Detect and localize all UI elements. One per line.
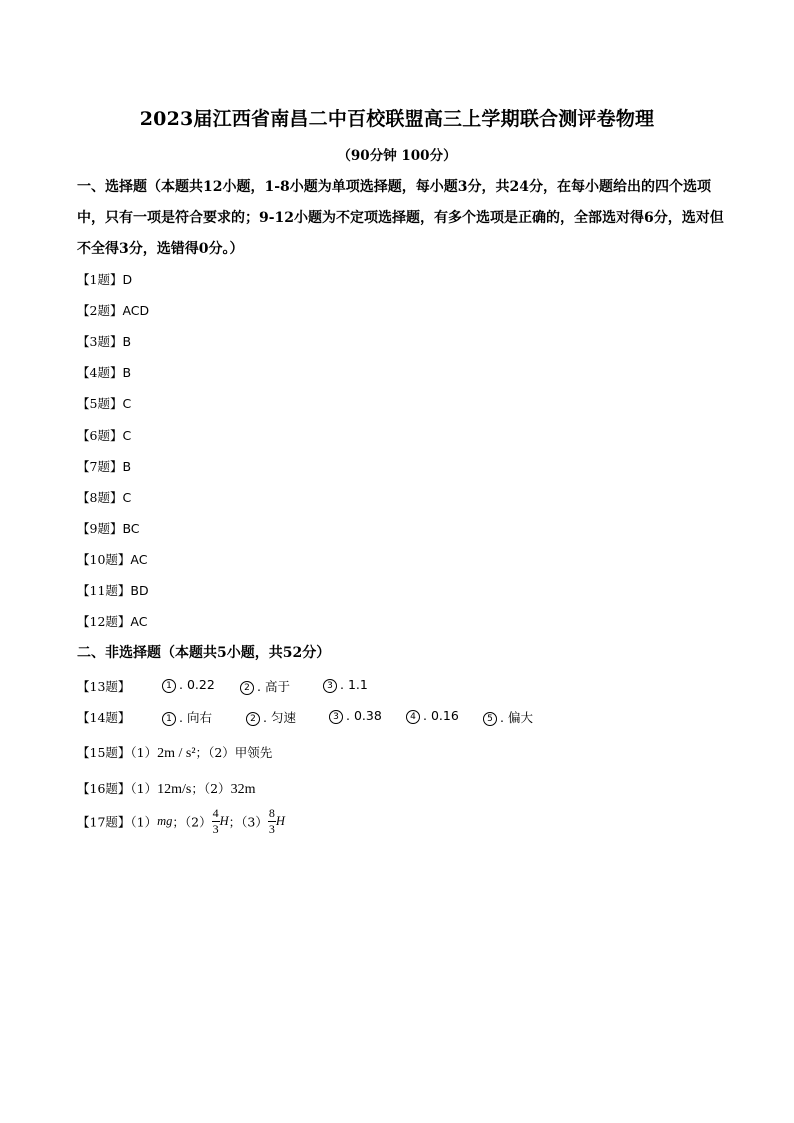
choice-answer-row bbox=[77, 334, 131, 350]
choice-question-label: 【3题】 bbox=[77, 334, 123, 350]
choice-answer-row bbox=[77, 365, 131, 381]
choice-answer-value: C bbox=[122, 427, 132, 443]
circled-number-icon: 5 bbox=[483, 712, 497, 726]
q17-fraction-2-variable: H bbox=[219, 814, 229, 828]
choice-answer-row bbox=[77, 459, 131, 475]
document-subtitle: （90分钟 100分） bbox=[337, 148, 457, 164]
q14-answer-text: . 偏大 bbox=[500, 710, 533, 725]
choice-answer-row bbox=[77, 583, 149, 599]
q14-label: 【14题】 bbox=[77, 710, 131, 725]
choice-answer-value: ACD bbox=[122, 303, 150, 319]
q16-label: 【16题】 bbox=[77, 781, 131, 796]
choice-answer-row bbox=[77, 303, 149, 319]
q16-velocity: 12m/s bbox=[157, 782, 192, 797]
circled-number-icon: 3 bbox=[329, 710, 343, 724]
choice-answer-value: B bbox=[122, 334, 132, 350]
q16-part2-label: （2） bbox=[203, 781, 231, 796]
choice-answer-row bbox=[77, 490, 131, 506]
q14-answer-text: . 0.16 bbox=[423, 708, 459, 723]
choice-question-label: 【4题】 bbox=[77, 365, 123, 381]
choice-answer-value: BD bbox=[130, 583, 149, 598]
choice-answer-value: C bbox=[122, 489, 132, 505]
circled-number-icon: 4 bbox=[406, 710, 420, 724]
q17-fraction-2 bbox=[212, 806, 220, 837]
q13-answer-text: . 1.1 bbox=[340, 677, 368, 692]
circled-number-icon: 2 bbox=[240, 681, 254, 695]
choice-answer-row bbox=[77, 272, 132, 288]
q14-answer-text: . 向右 bbox=[179, 710, 212, 725]
q16-answer-row bbox=[77, 779, 255, 798]
choice-question-label: 【1题】 bbox=[77, 272, 123, 287]
choice-question-label: 【7题】 bbox=[77, 458, 123, 474]
choice-answer-value: AC bbox=[130, 614, 148, 630]
q16-distance: 32m bbox=[230, 782, 256, 797]
q17-fraction-3-variable: H bbox=[275, 814, 285, 828]
circled-number-icon: 1 bbox=[162, 712, 176, 726]
choice-question-label: 【9题】 bbox=[77, 520, 123, 536]
choice-question-label: 【5题】 bbox=[77, 396, 123, 412]
q15-answer-row bbox=[77, 743, 272, 762]
document-title: 2023届江西省南昌二中百校联盟高三上学期联合测评卷物理 bbox=[139, 108, 655, 130]
choice-answer-row bbox=[77, 396, 131, 412]
q17-label: 【17题】 bbox=[77, 814, 131, 830]
q16-separator: ； bbox=[191, 781, 204, 796]
q17-part1-label: （1） bbox=[130, 814, 158, 830]
q13-label: 【13题】 bbox=[77, 679, 131, 694]
q14-answer-item bbox=[406, 708, 459, 724]
q17-fraction-3-denominator: 3 bbox=[268, 822, 275, 836]
q17-fraction-2-denominator: 3 bbox=[212, 822, 219, 836]
q17-part3-label: （3） bbox=[241, 814, 268, 830]
circled-number-icon: 2 bbox=[246, 712, 260, 726]
choice-answer-row bbox=[77, 521, 140, 537]
q13-answer-item bbox=[162, 677, 215, 693]
q13-answer-item bbox=[240, 677, 290, 695]
q15-separator: ； bbox=[195, 745, 209, 760]
section1-header: 一、选择题（本题共12小题，1-8小题为单项选择题，每小题3分，共24分，在每小题给出的四个选项中，只有一项是符合要求的；9-12小题为不定项选择题，有多个选项是正确的，全部选对得6分，选对但不全得3分，选错得0分。） bbox=[77, 179, 724, 257]
choice-question-label: 【8题】 bbox=[77, 489, 123, 505]
choice-question-label: 【6题】 bbox=[77, 427, 123, 443]
choice-answer-row bbox=[77, 428, 131, 444]
q15-part2: （2）甲领先 bbox=[208, 745, 273, 760]
q16-part1-label: （1） bbox=[130, 781, 158, 796]
q13-answer-item bbox=[323, 677, 368, 693]
choice-answer-row bbox=[77, 614, 147, 630]
choice-answer-value: C bbox=[122, 396, 132, 412]
q14-answer-item bbox=[329, 708, 382, 724]
circled-number-icon: 3 bbox=[323, 679, 337, 693]
choice-answer-value: B bbox=[122, 458, 132, 474]
section2-header: 二、非选择题（本题共5小题，共52分） bbox=[77, 645, 331, 661]
choice-answer-value: AC bbox=[130, 551, 148, 567]
choice-question-label: 【12题】 bbox=[77, 614, 131, 630]
choice-question-label: 【2题】 bbox=[77, 303, 123, 319]
q17-part2-label: （2） bbox=[184, 814, 212, 830]
q13-answer-text: . 高于 bbox=[257, 679, 290, 694]
q17-force: mg bbox=[157, 814, 173, 828]
q17-separator1: ； bbox=[172, 814, 185, 830]
q15-part1-label: （1） bbox=[130, 745, 158, 760]
q14-answer-text: . 匀速 bbox=[263, 710, 296, 725]
choice-question-label: 【10题】 bbox=[77, 551, 131, 567]
q17-separator2: ； bbox=[228, 814, 242, 830]
q15-acceleration: 2m / s² bbox=[157, 746, 196, 761]
q14-answer-item bbox=[483, 708, 533, 726]
q14-answer-text: . 0.38 bbox=[346, 708, 382, 723]
choice-answer-value: BC bbox=[122, 520, 140, 536]
choice-answer-row bbox=[77, 552, 147, 568]
q14-answer-item bbox=[246, 708, 296, 726]
q17-answer-row bbox=[77, 806, 285, 837]
choice-answer-value: D bbox=[122, 272, 133, 287]
q14-answer-item bbox=[162, 708, 212, 726]
q13-answer-text: . 0.22 bbox=[179, 677, 215, 692]
q17-fraction-3-numerator: 8 bbox=[268, 806, 275, 820]
circled-number-icon: 1 bbox=[162, 679, 176, 693]
q15-label: 【15题】 bbox=[77, 745, 131, 760]
q17-fraction-3 bbox=[268, 806, 276, 837]
choice-question-label: 【11题】 bbox=[77, 583, 131, 598]
q17-fraction-2-numerator: 4 bbox=[212, 806, 219, 820]
choice-answer-value: B bbox=[122, 365, 132, 381]
